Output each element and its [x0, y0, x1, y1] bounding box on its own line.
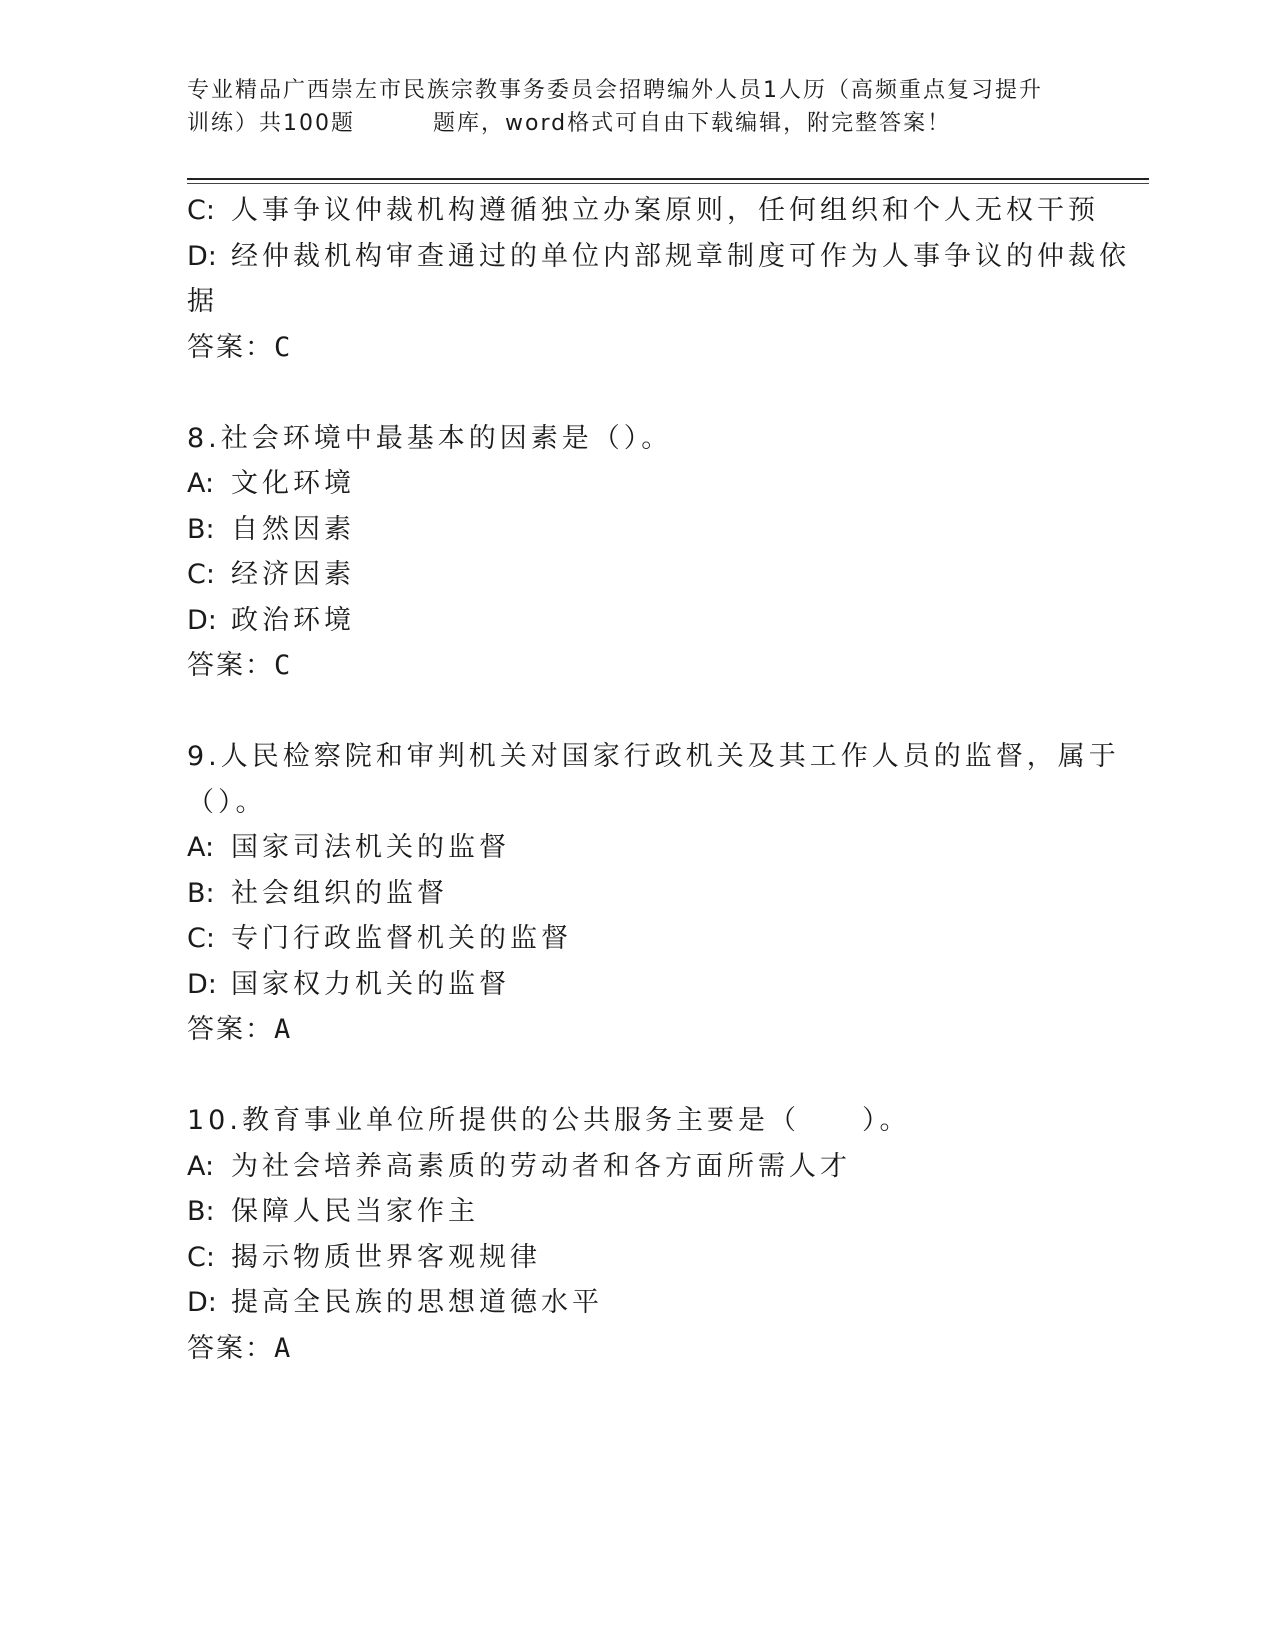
- question-7-tail: [187, 188, 1130, 370]
- option-text: 专门行政监督机关的监督: [231, 923, 572, 954]
- question-spacer: [187, 1053, 1087, 1099]
- answer-line: [187, 1007, 1087, 1053]
- option-letter: D:: [187, 968, 217, 1000]
- question-stem: 10.教育事业单位所提供的公共服务主要是（ ）。: [187, 1105, 911, 1136]
- answer-value: A: [274, 1014, 293, 1045]
- answer-line: [187, 643, 1087, 689]
- option-letter: A:: [187, 468, 215, 499]
- option-letter: C:: [187, 923, 215, 954]
- question-stem-continuation: （）。: [187, 786, 267, 818]
- option-letter: B:: [187, 877, 215, 909]
- answer-label: 答案：: [187, 1332, 274, 1364]
- option-letter: C:: [187, 195, 215, 226]
- option-text: 国家司法机关的监督: [231, 832, 510, 863]
- option-b: [187, 507, 1087, 553]
- document-body: [187, 188, 1130, 1371]
- option-letter: B:: [187, 1196, 215, 1227]
- option-letter: C:: [187, 1241, 215, 1273]
- option-letter: A:: [187, 1150, 215, 1182]
- header-title-line-2-part-2: 题库，word格式可自由下载编辑，附完整答案！: [433, 111, 952, 136]
- option-letter: D:: [187, 1287, 217, 1318]
- option-text: 政治环境: [231, 604, 355, 636]
- header-title-line-2: [187, 107, 1107, 140]
- answer-label: 答案：: [187, 1014, 274, 1045]
- question-8: [187, 416, 1087, 689]
- option-b: [187, 871, 1087, 917]
- option-text: 提高全民族的思想道德水平: [231, 1287, 603, 1318]
- option-b: [187, 1189, 1087, 1235]
- answer-value: C: [274, 331, 293, 363]
- option-text: 国家权力机关的监督: [231, 968, 510, 1000]
- question-9: [187, 734, 1120, 1053]
- option-letter: A:: [187, 832, 215, 863]
- answer-value: C: [274, 650, 293, 681]
- option-c: [187, 188, 1099, 234]
- option-text: 经济因素: [231, 559, 355, 590]
- header-title-line-2-part-1: 训练）共100题: [187, 111, 355, 136]
- option-d: [187, 962, 1087, 1008]
- header-divider-thick: [187, 178, 1149, 180]
- option-text: 文化环境: [231, 468, 355, 499]
- option-text: 揭示物质世界客观规律: [231, 1241, 541, 1273]
- option-letter: D:: [187, 604, 217, 636]
- option-letter: C:: [187, 559, 215, 590]
- option-d: [187, 234, 1130, 280]
- option-c: [187, 552, 1087, 598]
- option-letter: D:: [187, 240, 217, 272]
- option-text: 为社会培养高素质的劳动者和各方面所需人才: [231, 1150, 851, 1182]
- question-spacer: [187, 370, 1087, 416]
- option-text: 保障人民当家作主: [231, 1196, 479, 1227]
- answer-line: [187, 325, 1087, 371]
- question-stem: 8.社会环境中最基本的因素是（）。: [187, 422, 673, 454]
- answer-label: 答案：: [187, 650, 274, 681]
- option-text: 社会组织的监督: [231, 877, 448, 909]
- option-a: [187, 461, 1087, 507]
- answer-label: 答案：: [187, 331, 274, 363]
- question-10: [187, 1098, 1087, 1371]
- answer-value: A: [274, 1332, 293, 1364]
- question-spacer: [187, 689, 1087, 735]
- option-text: 人事争议仲裁机构遵循独立办案原则，任何组织和个人无权干预: [231, 195, 1099, 226]
- option-letter: B:: [187, 513, 215, 545]
- header-title-line-1: 专业精品广西崇左市民族宗教事务委员会招聘编外人员1人历（高频重点复习提升: [187, 78, 1043, 103]
- option-text: 自然因素: [231, 513, 355, 545]
- header-divider-thin: [187, 183, 1149, 184]
- option-a: [187, 825, 1087, 871]
- option-a: [187, 1144, 1087, 1190]
- page-header: [187, 74, 1107, 140]
- answer-line: [187, 1326, 1087, 1372]
- option-c: [187, 916, 1087, 962]
- question-stem: 9.人民检察院和审判机关对国家行政机关及其工作人员的监督，属于: [187, 741, 1120, 772]
- option-d-continuation: 据: [187, 286, 218, 317]
- option-c: [187, 1235, 1087, 1281]
- option-text: 经仲裁机构审查通过的单位内部规章制度可作为人事争议的仲裁依: [231, 240, 1130, 272]
- option-d: [187, 1280, 1087, 1326]
- option-d: [187, 598, 1087, 644]
